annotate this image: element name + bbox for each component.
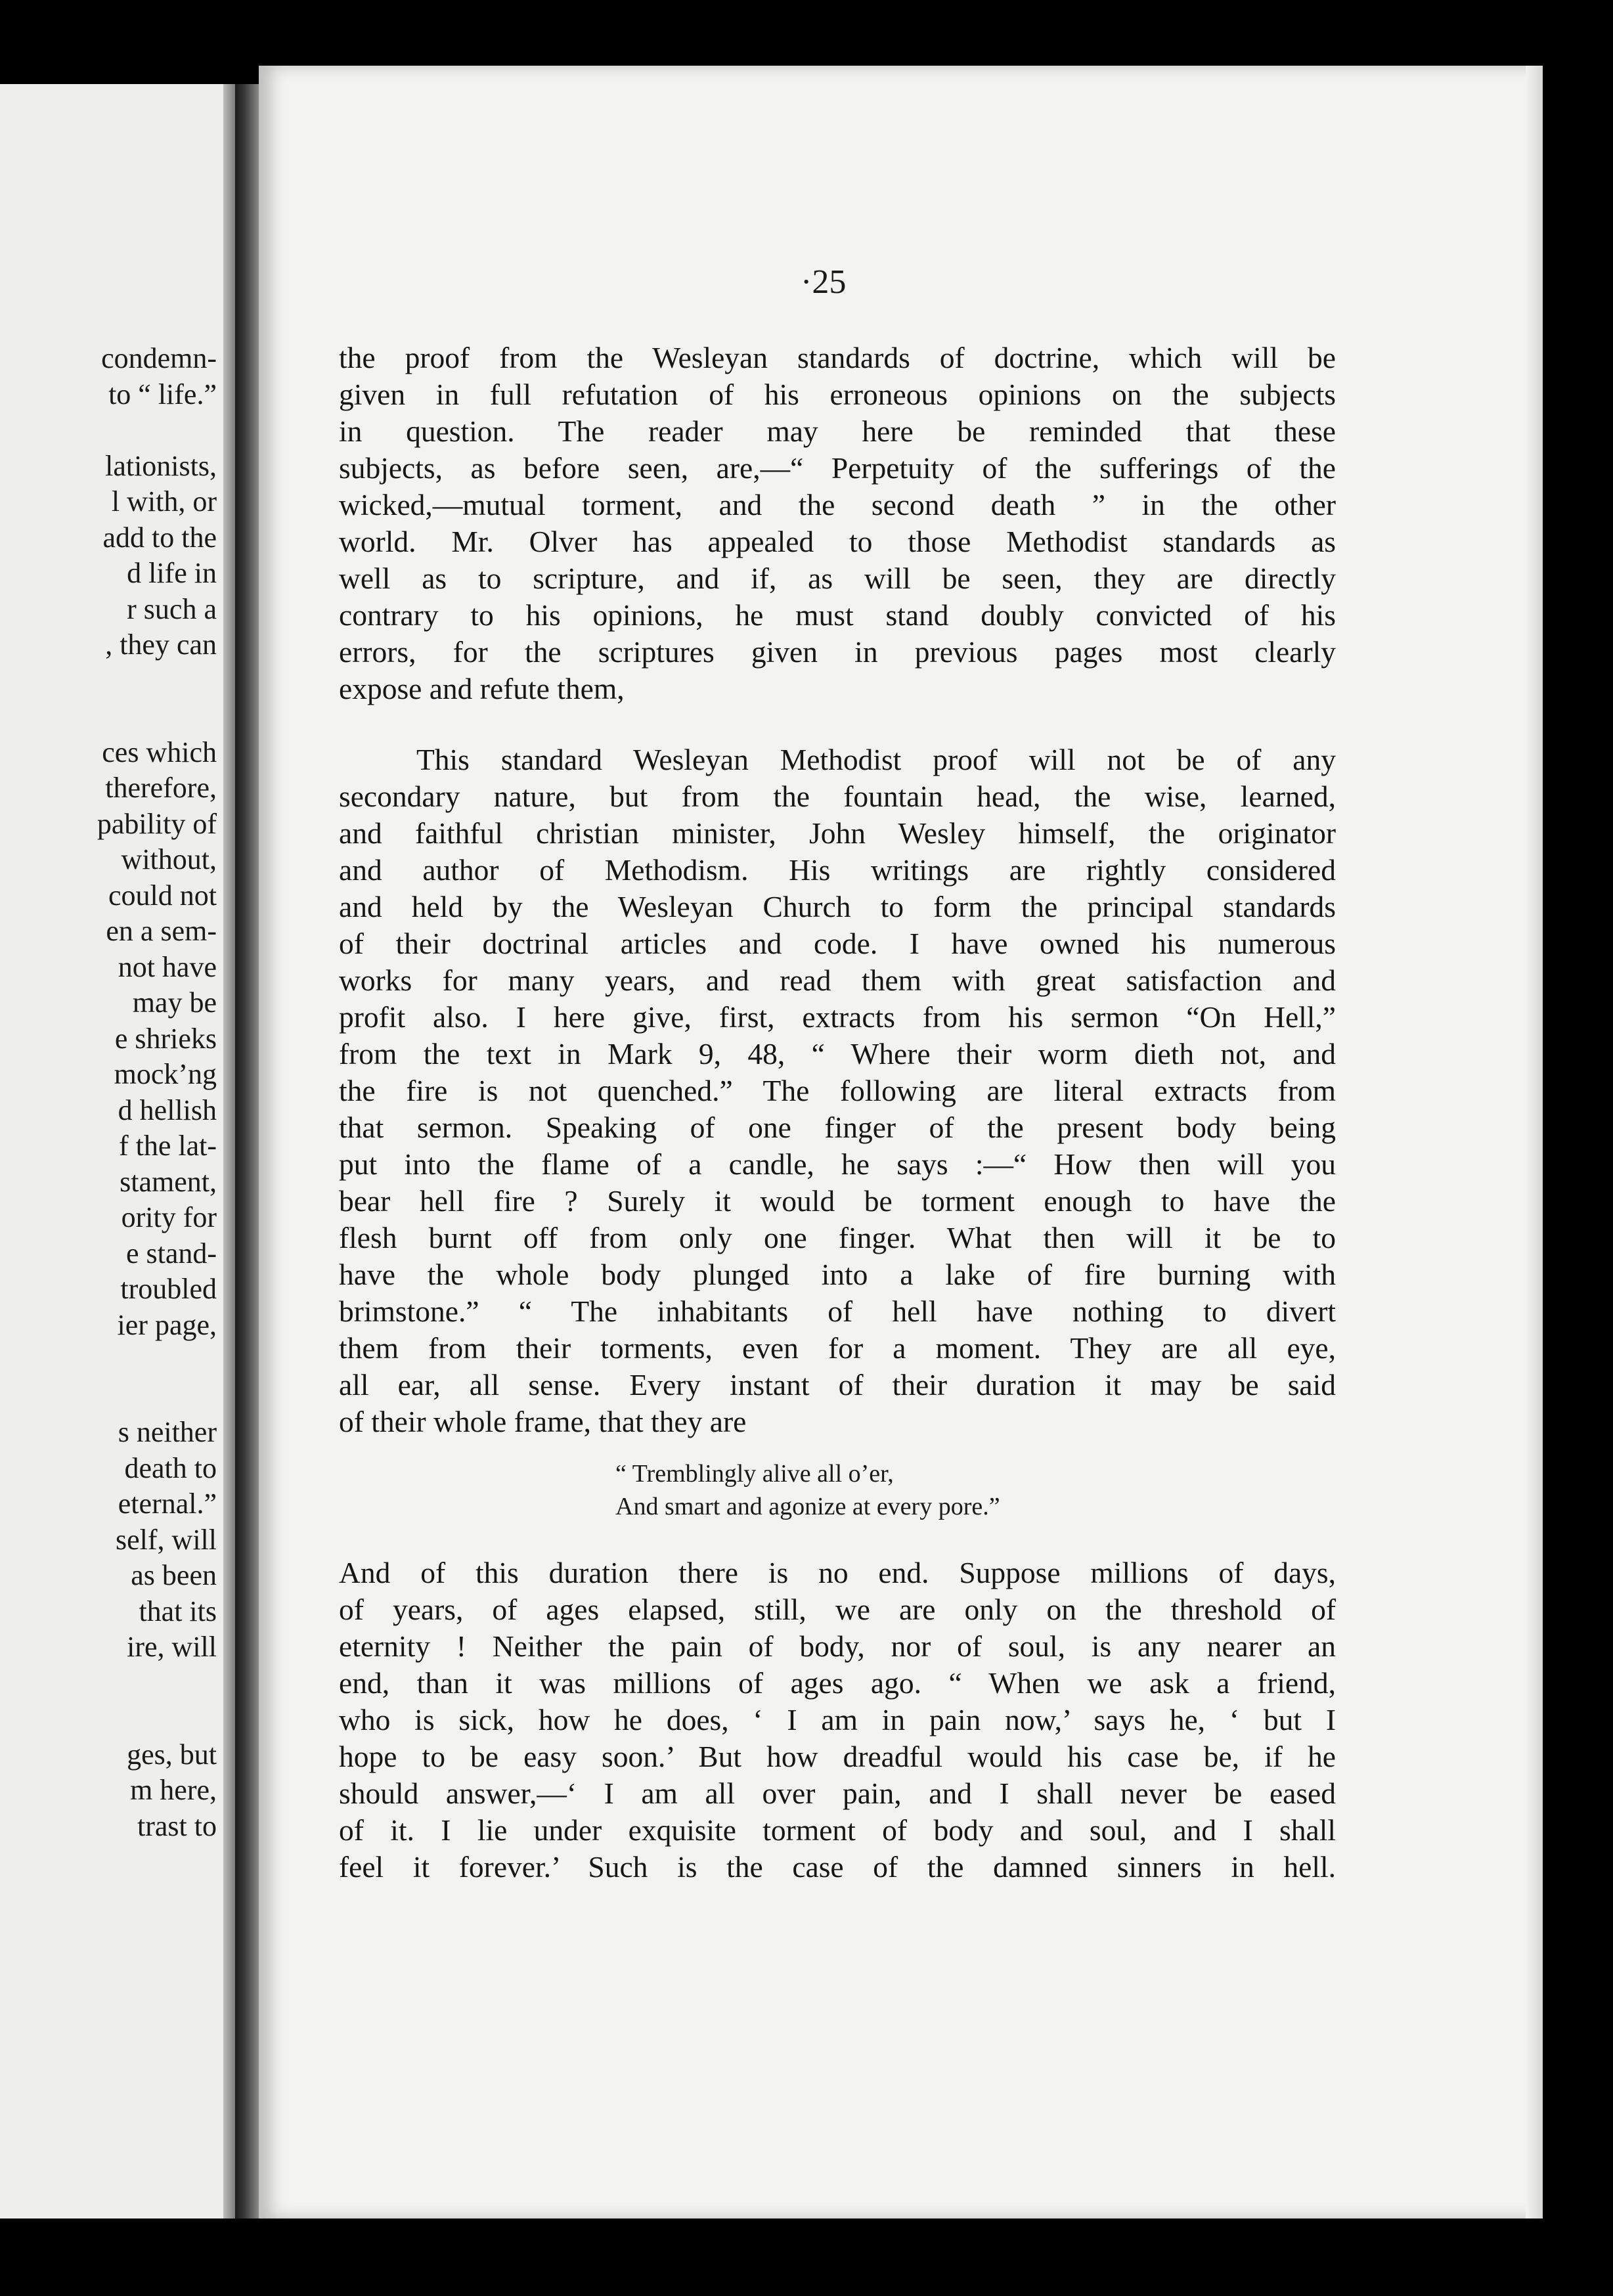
left-text-line: as been xyxy=(131,1559,217,1591)
text-line: This standard Wesleyan Methodist proof will not be of any xyxy=(416,743,1336,776)
text-line: the proof from the Wesleyan standards of doctrine, which will be xyxy=(339,341,1336,374)
left-text-line: e shrieks xyxy=(114,1022,217,1055)
text-line: of their doctrinal articles and code. I have owned his numerous xyxy=(339,927,1336,960)
text-line: brimstone.” “ The inhabitants of hell have nothing to divert xyxy=(339,1294,1336,1328)
left-text-line: pability of xyxy=(97,807,217,840)
text-line: that sermon. Speaking of one finger of the present body being xyxy=(339,1111,1336,1144)
text-line: all ear, all sense. Every instant of their duration it may be said xyxy=(339,1368,1336,1402)
text-line: subjects, as before seen, are,—“ Perpetuity of the sufferings of the xyxy=(339,451,1336,485)
text-line: of years, of ages elapsed, still, we are only on the threshold of xyxy=(339,1593,1336,1626)
text-line: well as to scripture, and if, as will be seen, they are directly xyxy=(339,562,1336,595)
left-text-line: condemn- xyxy=(101,342,217,374)
left-text-line: could not xyxy=(108,879,217,912)
text-line: eternity ! Neither the pain of body, nor of soul, is any nearer an xyxy=(339,1629,1336,1663)
left-page-text xyxy=(0,84,223,2219)
text-line: profit also. I here give, first, extracts from his sermon “On Hell,” xyxy=(339,1000,1336,1034)
text-line: world. Mr. Olver has appealed to those Methodist standards as xyxy=(339,525,1336,558)
text-line: put into the flame of a candle, he says :—“ How then will you xyxy=(339,1147,1336,1181)
left-page xyxy=(0,84,235,2219)
text-line: the fire is not quenched.” The following are literal extracts from xyxy=(339,1074,1336,1107)
left-text-line: self, will xyxy=(116,1523,217,1556)
left-page-gutter xyxy=(223,84,235,2219)
left-text-line: mock’ng xyxy=(114,1058,217,1090)
left-text-line: d life in xyxy=(127,557,217,589)
left-text-line: that its xyxy=(139,1595,217,1627)
left-text-line: ier page, xyxy=(117,1308,217,1341)
text-line: contrary to his opinions, he must stand doubly convicted of his xyxy=(339,598,1336,632)
text-line: them from their torments, even for a moment. They are all eye, xyxy=(339,1331,1336,1365)
text-line: and author of Methodism. His writings are rightly considered xyxy=(339,853,1336,887)
text-line: of it. I lie under exquisite torment of body and soul, and I shall xyxy=(339,1813,1336,1847)
left-text-line: r such a xyxy=(127,592,217,625)
left-text-line: m here, xyxy=(130,1774,217,1806)
text-line: expose and refute them, xyxy=(339,672,625,705)
left-text-line: eternal.” xyxy=(118,1488,217,1520)
left-text-line: troubled xyxy=(120,1273,217,1305)
left-text-line: s neither xyxy=(118,1416,217,1448)
right-page-edge xyxy=(1526,66,1543,2219)
text-line: And of this duration there is no end. Suppose millions of days, xyxy=(339,1556,1336,1589)
text-line: end, than it was millions of ages ago. “ When we ask a friend, xyxy=(339,1666,1336,1700)
page-number: ·25 xyxy=(801,263,847,301)
text-line: flesh burnt off from only one finger. What then will it be to xyxy=(339,1221,1336,1254)
left-text-line: ire, will xyxy=(127,1631,217,1663)
left-text-line: l with, or xyxy=(111,485,217,518)
left-text-line: death to xyxy=(124,1451,217,1484)
left-text-line: trast to xyxy=(137,1809,217,1842)
text-line: and held by the Wesleyan Church to form the principal standards xyxy=(339,890,1336,923)
right-page xyxy=(259,66,1543,2219)
text-line: of their whole frame, that they are xyxy=(339,1405,747,1438)
book-spine xyxy=(235,84,259,2219)
left-text-line: lationists, xyxy=(105,449,217,482)
left-text-line: d hellish xyxy=(118,1093,217,1126)
text-line: errors, for the scriptures given in previous pages most clearly xyxy=(339,635,1336,669)
left-text-line: e stand- xyxy=(125,1237,217,1269)
quote-line: “ Tremblingly alive all o’er, xyxy=(615,1460,894,1488)
text-line: secondary nature, but from the fountain head, the wise, learned, xyxy=(339,780,1336,813)
text-line: and faithful christian minister, John Wesley himself, the originator xyxy=(339,816,1336,850)
text-line: should answer,—‘ I am all over pain, and I shall never be eased xyxy=(339,1777,1336,1810)
text-line: wicked,—mutual torment, and the second death ” in the other xyxy=(339,488,1336,521)
quote-line: And smart and agonize at every pore.” xyxy=(615,1493,1000,1520)
text-line: from the text in Mark 9, 48, “ Where their worm dieth not, and xyxy=(339,1037,1336,1071)
left-text-line: f the lat- xyxy=(118,1130,217,1162)
left-text-line: stament, xyxy=(120,1165,217,1198)
text-line: who is sick, how he does, ‘ I am in pain now,’ says he, ‘ but I xyxy=(339,1703,1336,1736)
text-line: works for many years, and read them with great satisfaction and xyxy=(339,963,1336,997)
text-line: have the whole body plunged into a lake of fire burning with xyxy=(339,1258,1336,1291)
left-text-line: to “ life.” xyxy=(108,378,217,410)
text-line: in question. The reader may here be reminded that these xyxy=(339,414,1336,448)
left-text-line: without, xyxy=(121,843,217,875)
text-line: given in full refutation of his erroneous opinions on the subjects xyxy=(339,378,1336,411)
left-text-line: therefore, xyxy=(105,772,217,804)
left-text-line: ges, but xyxy=(127,1738,217,1771)
left-text-line: add to the xyxy=(102,521,217,554)
left-text-line: ority for xyxy=(121,1201,217,1233)
left-text-line: not have xyxy=(118,950,217,983)
text-line: bear hell fire ? Surely it would be torment enough to have the xyxy=(339,1184,1336,1218)
left-text-line: ces which xyxy=(102,736,217,768)
text-line: hope to be easy soon.’ But how dreadful would his case be, if he xyxy=(339,1740,1336,1773)
left-text-line: en a sem- xyxy=(106,915,217,947)
text-line: feel it forever.’ Such is the case of the damned sinners in hell. xyxy=(339,1850,1336,1884)
left-text-line: , they can xyxy=(105,629,217,661)
left-text-line: may be xyxy=(132,986,217,1019)
